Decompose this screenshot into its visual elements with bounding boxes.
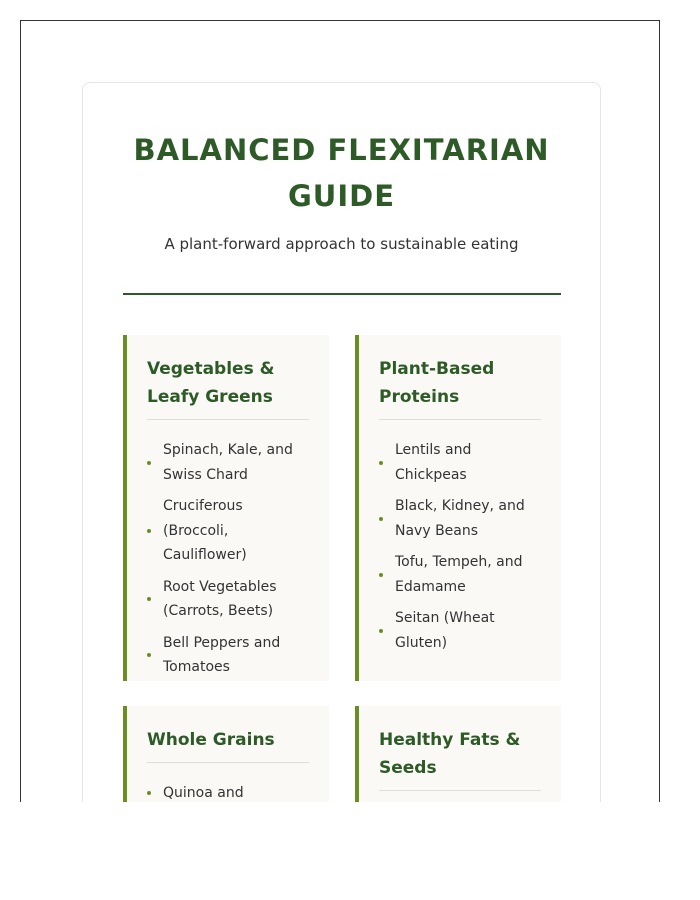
list-item: Spinach, Kale, and Swiss Chard: [147, 438, 309, 487]
bullet-icon: [147, 653, 151, 657]
list-item: Root Vegetables (Carrots, Beets): [147, 575, 309, 624]
list-item: Black, Kidney, and Navy Beans: [379, 494, 541, 543]
section-healthy-fats: [355, 706, 561, 802]
bullet-icon: [147, 529, 151, 533]
item-list: [147, 438, 309, 680]
list-item: Cruciferous (Broccoli, Cauliflower): [147, 494, 309, 568]
section-title: Whole Grains: [147, 726, 309, 763]
page-frame: [20, 20, 660, 802]
item-list: [379, 438, 541, 655]
list-item: Bell Peppers and Tomatoes: [147, 631, 309, 680]
list-item: Tofu, Tempeh, and Edamame: [379, 550, 541, 599]
page-title: BALANCED FLEXITARIAN GUIDE: [133, 133, 550, 213]
guide-card: [82, 82, 601, 802]
page-subtitle: A plant-forward approach to sustainable eating: [164, 235, 519, 253]
section-title: Vegetables & Leafy Greens: [147, 355, 309, 420]
bullet-icon: [147, 791, 151, 795]
list-item: Seitan (Wheat Gluten): [379, 606, 541, 655]
bullet-icon: [379, 629, 383, 633]
list-item: Quinoa and: [147, 781, 309, 802]
section-title: Plant-Based Proteins: [379, 355, 541, 420]
item-list: [147, 781, 309, 802]
list-item: Lentils and Chickpeas: [379, 438, 541, 487]
bullet-icon: [379, 517, 383, 521]
bullet-icon: [147, 461, 151, 465]
bullet-icon: [379, 461, 383, 465]
section-whole-grains: [123, 706, 329, 802]
section-vegetables: [123, 335, 329, 681]
bullet-icon: [379, 573, 383, 577]
header-divider: [123, 293, 561, 295]
section-title: Healthy Fats & Seeds: [379, 726, 541, 791]
bullet-icon: [147, 597, 151, 601]
section-proteins: [355, 335, 561, 681]
